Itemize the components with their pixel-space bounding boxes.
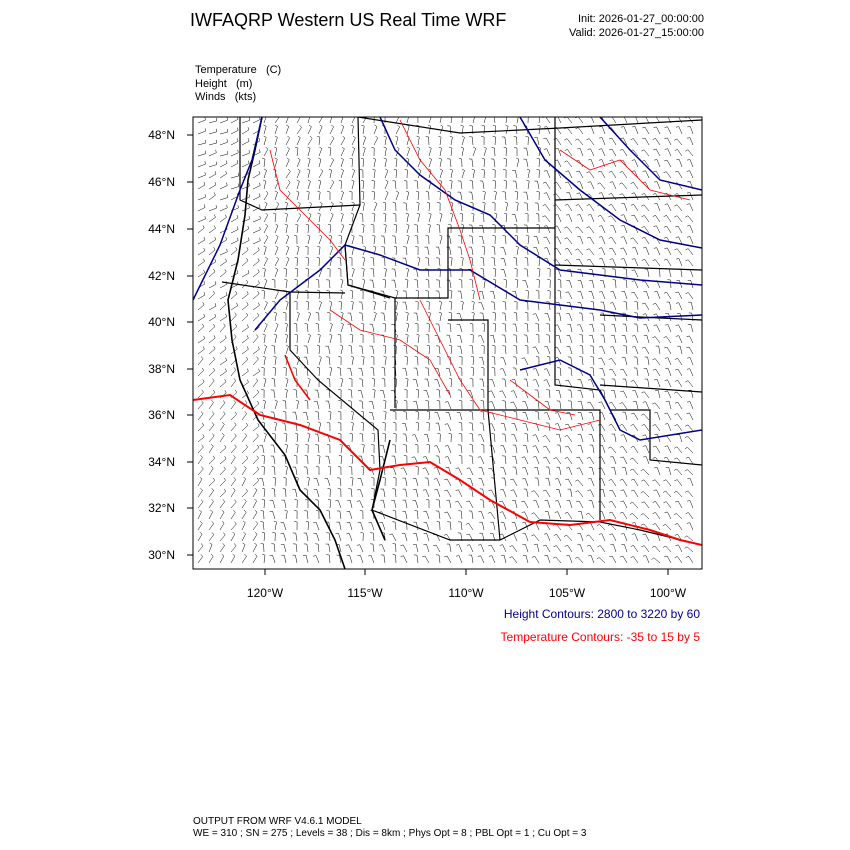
lat-label-46: 46°N xyxy=(148,175,175,189)
lon-label-120: 120°W xyxy=(246,586,284,600)
lat-label-48: 48°N xyxy=(148,128,175,142)
wind-barb-flag xyxy=(632,116,635,117)
field-name: Height xyxy=(195,78,227,90)
wind-barb-flag xyxy=(341,114,344,116)
wind-barb-flag xyxy=(308,114,311,115)
lon-label-105: 105°W xyxy=(548,586,586,600)
lat-labels xyxy=(148,128,175,562)
field-height xyxy=(195,78,252,90)
init-time: Init: 2026-01-27_00:00:00 xyxy=(578,13,704,25)
wind-barb-flag xyxy=(429,114,432,116)
lat-label-42: 42°N xyxy=(148,269,175,283)
lat-label-30: 30°N xyxy=(148,548,175,562)
field-unit: (C) xyxy=(265,64,282,76)
wind-barb-flag xyxy=(278,114,280,116)
wind-barb-flag xyxy=(537,114,540,115)
wind-barb-flag xyxy=(299,114,301,116)
lat-label-44: 44°N xyxy=(148,222,175,236)
wind-barb-flag xyxy=(406,114,409,115)
field-winds xyxy=(195,91,256,103)
wind-barb-flag xyxy=(504,114,507,115)
wind-barb-flag xyxy=(287,114,289,116)
plot-area xyxy=(193,117,702,569)
lat-label-38: 38°N xyxy=(148,362,175,376)
wind-barb-flag xyxy=(264,114,267,116)
field-name: Temperature xyxy=(195,64,257,76)
model-config: WE = 310 ; SN = 275 ; Levels = 38 ; Dis = 8km ; Phys Opt = 8 ; PBL Opt = 1 ; Cu Opt = 3 xyxy=(193,828,587,839)
lon-ticks xyxy=(265,569,668,575)
field-temperature xyxy=(195,64,281,76)
lon-label-115: 115°W xyxy=(347,586,383,600)
lat-label-40: 40°N xyxy=(148,315,175,329)
page-title: IWFAQRP Western US Real Time WRF xyxy=(190,10,507,30)
lon-labels xyxy=(247,586,687,600)
lat-label-34: 34°N xyxy=(148,455,175,469)
wind-barb-flag xyxy=(588,116,591,117)
lat-label-32: 32°N xyxy=(148,501,175,515)
valid-time: Valid: 2026-01-27_15:00:00 xyxy=(569,27,704,39)
wind-barb-flag xyxy=(321,114,323,116)
wind-barb-flag xyxy=(371,114,374,115)
wind-barb-flag xyxy=(397,114,399,116)
wind-barb-flag xyxy=(439,114,442,115)
wind-barb-flag xyxy=(330,114,333,116)
field-unit: (m) xyxy=(235,78,253,90)
wind-barb-flag xyxy=(484,114,487,115)
wind-barb-flag xyxy=(665,116,668,117)
lat-label-36: 36°N xyxy=(148,408,175,422)
lat-ticks xyxy=(187,135,193,555)
wind-barb-flag xyxy=(621,116,624,117)
lon-label-110: 110°W xyxy=(448,586,484,600)
wind-barb-flag xyxy=(449,114,452,115)
wind-barb-flag xyxy=(525,114,528,115)
wind-barb-flag xyxy=(382,114,385,115)
lon-label-100: 100°W xyxy=(649,586,687,600)
temperature-contour-legend: Temperature Contours: -35 to 15 by 5 xyxy=(500,630,700,644)
field-name: Winds xyxy=(195,91,226,103)
wind-barb-flag xyxy=(460,114,463,115)
wind-barb-flag xyxy=(415,115,418,116)
wind-barb-flag xyxy=(353,114,355,116)
height-contour-legend: Height Contours: 2800 to 3220 by 60 xyxy=(503,607,700,621)
model-info: OUTPUT FROM WRF V4.6.1 MODEL xyxy=(193,816,362,827)
wind-barb-flag xyxy=(365,114,367,116)
wind-barb-flag xyxy=(472,114,475,115)
wind-barb-flag xyxy=(516,114,519,115)
field-unit: (kts) xyxy=(234,91,257,103)
